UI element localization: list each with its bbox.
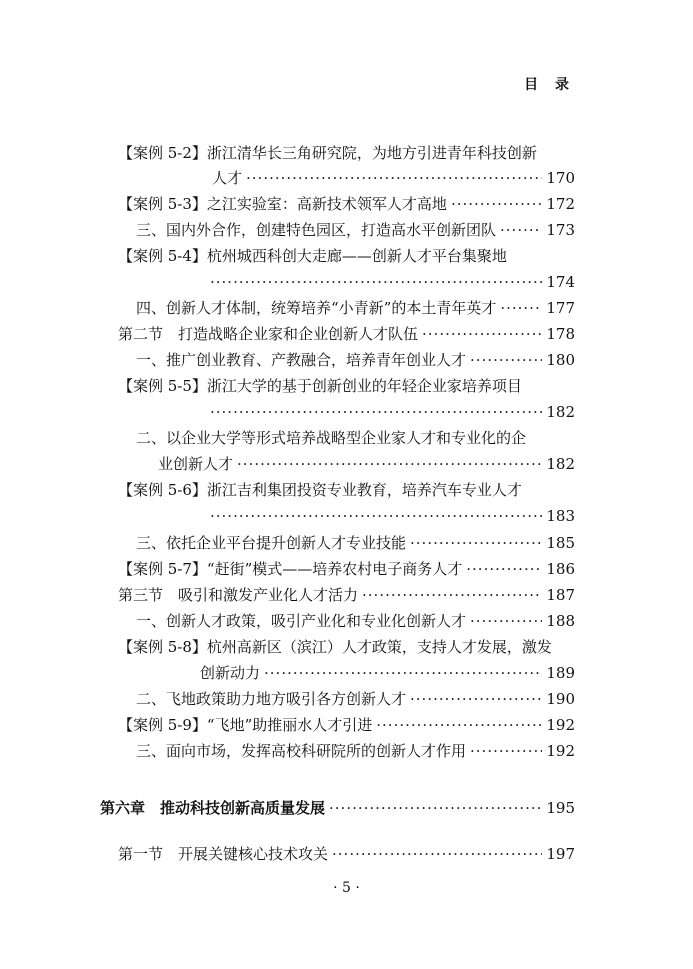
toc-entry-subsection-3-1[interactable] bbox=[136, 611, 575, 631]
page-number: 197 bbox=[546, 845, 575, 863]
page-number: 188 bbox=[546, 612, 575, 630]
page-number: 182 bbox=[546, 455, 575, 473]
toc-entry-section-4[interactable] bbox=[136, 298, 575, 318]
entry-text: 【案例 5-3】之江实验室：高新技术领军人才高地 bbox=[118, 195, 447, 213]
leader-dots bbox=[246, 168, 542, 188]
entry-text: 【案例 5-9】“飞地”助推丽水人才引进 bbox=[118, 716, 373, 734]
page-number: 174 bbox=[546, 273, 575, 291]
page-number: 177 bbox=[546, 299, 575, 317]
page-number: 170 bbox=[546, 169, 575, 187]
leader-dots bbox=[451, 194, 542, 214]
toc-entry-subsection-3-3[interactable] bbox=[136, 741, 575, 761]
leader-dots bbox=[237, 454, 542, 474]
toc-entry-chapter-6[interactable] bbox=[100, 798, 575, 818]
toc-entry-case-5-4-line1: 【案例 5-4】杭州城西科创大走廊——创新人才平台集聚地 bbox=[118, 247, 507, 265]
page-number: 172 bbox=[546, 195, 575, 213]
leader-dots bbox=[332, 844, 542, 864]
leader-dots bbox=[466, 559, 542, 579]
page-number: 183 bbox=[546, 507, 575, 525]
entry-text: 一、创新人才政策，吸引产业化和专业化创新人才 bbox=[136, 612, 467, 630]
entry-text: 一、推广创业教育、产教融合，培养青年创业人才 bbox=[136, 351, 467, 369]
toc-entry-case-5-5-line2[interactable] bbox=[206, 402, 575, 422]
leader-dots bbox=[210, 402, 542, 422]
leader-dots bbox=[422, 324, 542, 344]
toc-entry-section-2-2[interactable] bbox=[118, 324, 575, 344]
page-number: 192 bbox=[546, 716, 575, 734]
toc-entry-section-6-1[interactable] bbox=[118, 844, 575, 864]
page-number: 195 bbox=[546, 799, 575, 817]
page-number: 182 bbox=[546, 403, 575, 421]
page-number: 190 bbox=[546, 690, 575, 708]
page-footer: · 5 · bbox=[333, 880, 360, 896]
page-number: 189 bbox=[546, 664, 575, 682]
entry-text: 二、飞地政策助力地方吸引各方创新人才 bbox=[136, 690, 407, 708]
leader-dots bbox=[470, 350, 542, 370]
page-number: 173 bbox=[546, 221, 575, 239]
leader-dots bbox=[329, 798, 542, 818]
entry-text: 第二节 打造战略企业家和企业创新人才队伍 bbox=[118, 325, 419, 343]
leader-dots bbox=[376, 715, 542, 735]
page-number: 180 bbox=[546, 351, 575, 369]
toc-entry-case-5-2-line1: 【案例 5-2】浙江清华长三角研究院，为地方引进青年科技创新 bbox=[118, 144, 537, 162]
leader-dots bbox=[210, 272, 542, 292]
toc-entry-case-5-3[interactable] bbox=[118, 194, 575, 214]
entry-text: 第一节 开展关键核心技术攻关 bbox=[118, 845, 329, 863]
toc-entry-subsection-2-line1: 二、以企业大学等形式培养战略型企业家人才和专业化的企 bbox=[136, 429, 527, 447]
leader-dots bbox=[362, 585, 542, 605]
toc-entry-subsection-3[interactable] bbox=[136, 533, 575, 553]
toc-entry-subsection-2-line2[interactable] bbox=[158, 454, 575, 474]
toc-entry-case-5-7[interactable] bbox=[118, 559, 575, 579]
page-number: 178 bbox=[546, 325, 575, 343]
page-number: 187 bbox=[546, 586, 575, 604]
toc-entry-case-5-6-line1: 【案例 5-6】浙江吉利集团投资专业教育，培养汽车专业人才 bbox=[118, 481, 522, 499]
page-number: 192 bbox=[546, 742, 575, 760]
toc-entry-case-5-2-line2[interactable] bbox=[212, 168, 575, 188]
entry-text: 三、依托企业平台提升创新人才专业技能 bbox=[136, 534, 407, 552]
entry-text: 第六章 推动科技创新高质量发展 bbox=[100, 799, 326, 817]
toc-entry-case-5-5-line1: 【案例 5-5】浙江大学的基于创新创业的年轻企业家培养项目 bbox=[118, 377, 522, 395]
running-header: 目 录 bbox=[524, 77, 575, 93]
toc-entry-section-2-3[interactable] bbox=[118, 585, 575, 605]
leader-dots bbox=[264, 663, 542, 683]
leader-dots bbox=[410, 533, 542, 553]
page-number: 186 bbox=[546, 560, 575, 578]
leader-dots bbox=[210, 506, 542, 526]
toc-entry-case-5-8-line1: 【案例 5-8】杭州高新区（滨江）人才政策，支持人才发展，激发 bbox=[118, 638, 552, 656]
entry-text: 四、创新人才体制，统筹培养“小青新”的本土青年英才 bbox=[136, 299, 497, 317]
entry-text: 【案例 5-7】“赶街”模式——培养农村电子商务人才 bbox=[118, 560, 463, 578]
page-number: 185 bbox=[546, 534, 575, 552]
toc-entry-case-5-6-line2[interactable] bbox=[206, 506, 575, 526]
toc-entry-subsection-3-2[interactable] bbox=[136, 689, 575, 709]
entry-text: 人才 bbox=[212, 169, 243, 187]
toc-entry-case-5-8-line2[interactable] bbox=[200, 663, 575, 683]
leader-dots bbox=[500, 220, 542, 240]
entry-text: 创新动力 bbox=[200, 664, 261, 682]
entry-text: 三、面向市场，发挥高校科研院所的创新人才作用 bbox=[136, 742, 467, 760]
toc-entry-case-5-9[interactable] bbox=[118, 715, 575, 735]
leader-dots bbox=[500, 298, 542, 318]
entry-text: 业创新人才 bbox=[158, 455, 234, 473]
toc-entry-case-5-4-line2[interactable] bbox=[206, 272, 575, 292]
toc-entry-section-3[interactable] bbox=[136, 220, 575, 240]
leader-dots bbox=[410, 689, 542, 709]
entry-text: 第三节 吸引和激发产业化人才活力 bbox=[118, 586, 359, 604]
leader-dots bbox=[470, 741, 542, 761]
entry-text: 三、国内外合作，创建特色园区，打造高水平创新团队 bbox=[136, 221, 497, 239]
toc-entry-subsection-1[interactable] bbox=[136, 350, 575, 370]
leader-dots bbox=[470, 611, 542, 631]
